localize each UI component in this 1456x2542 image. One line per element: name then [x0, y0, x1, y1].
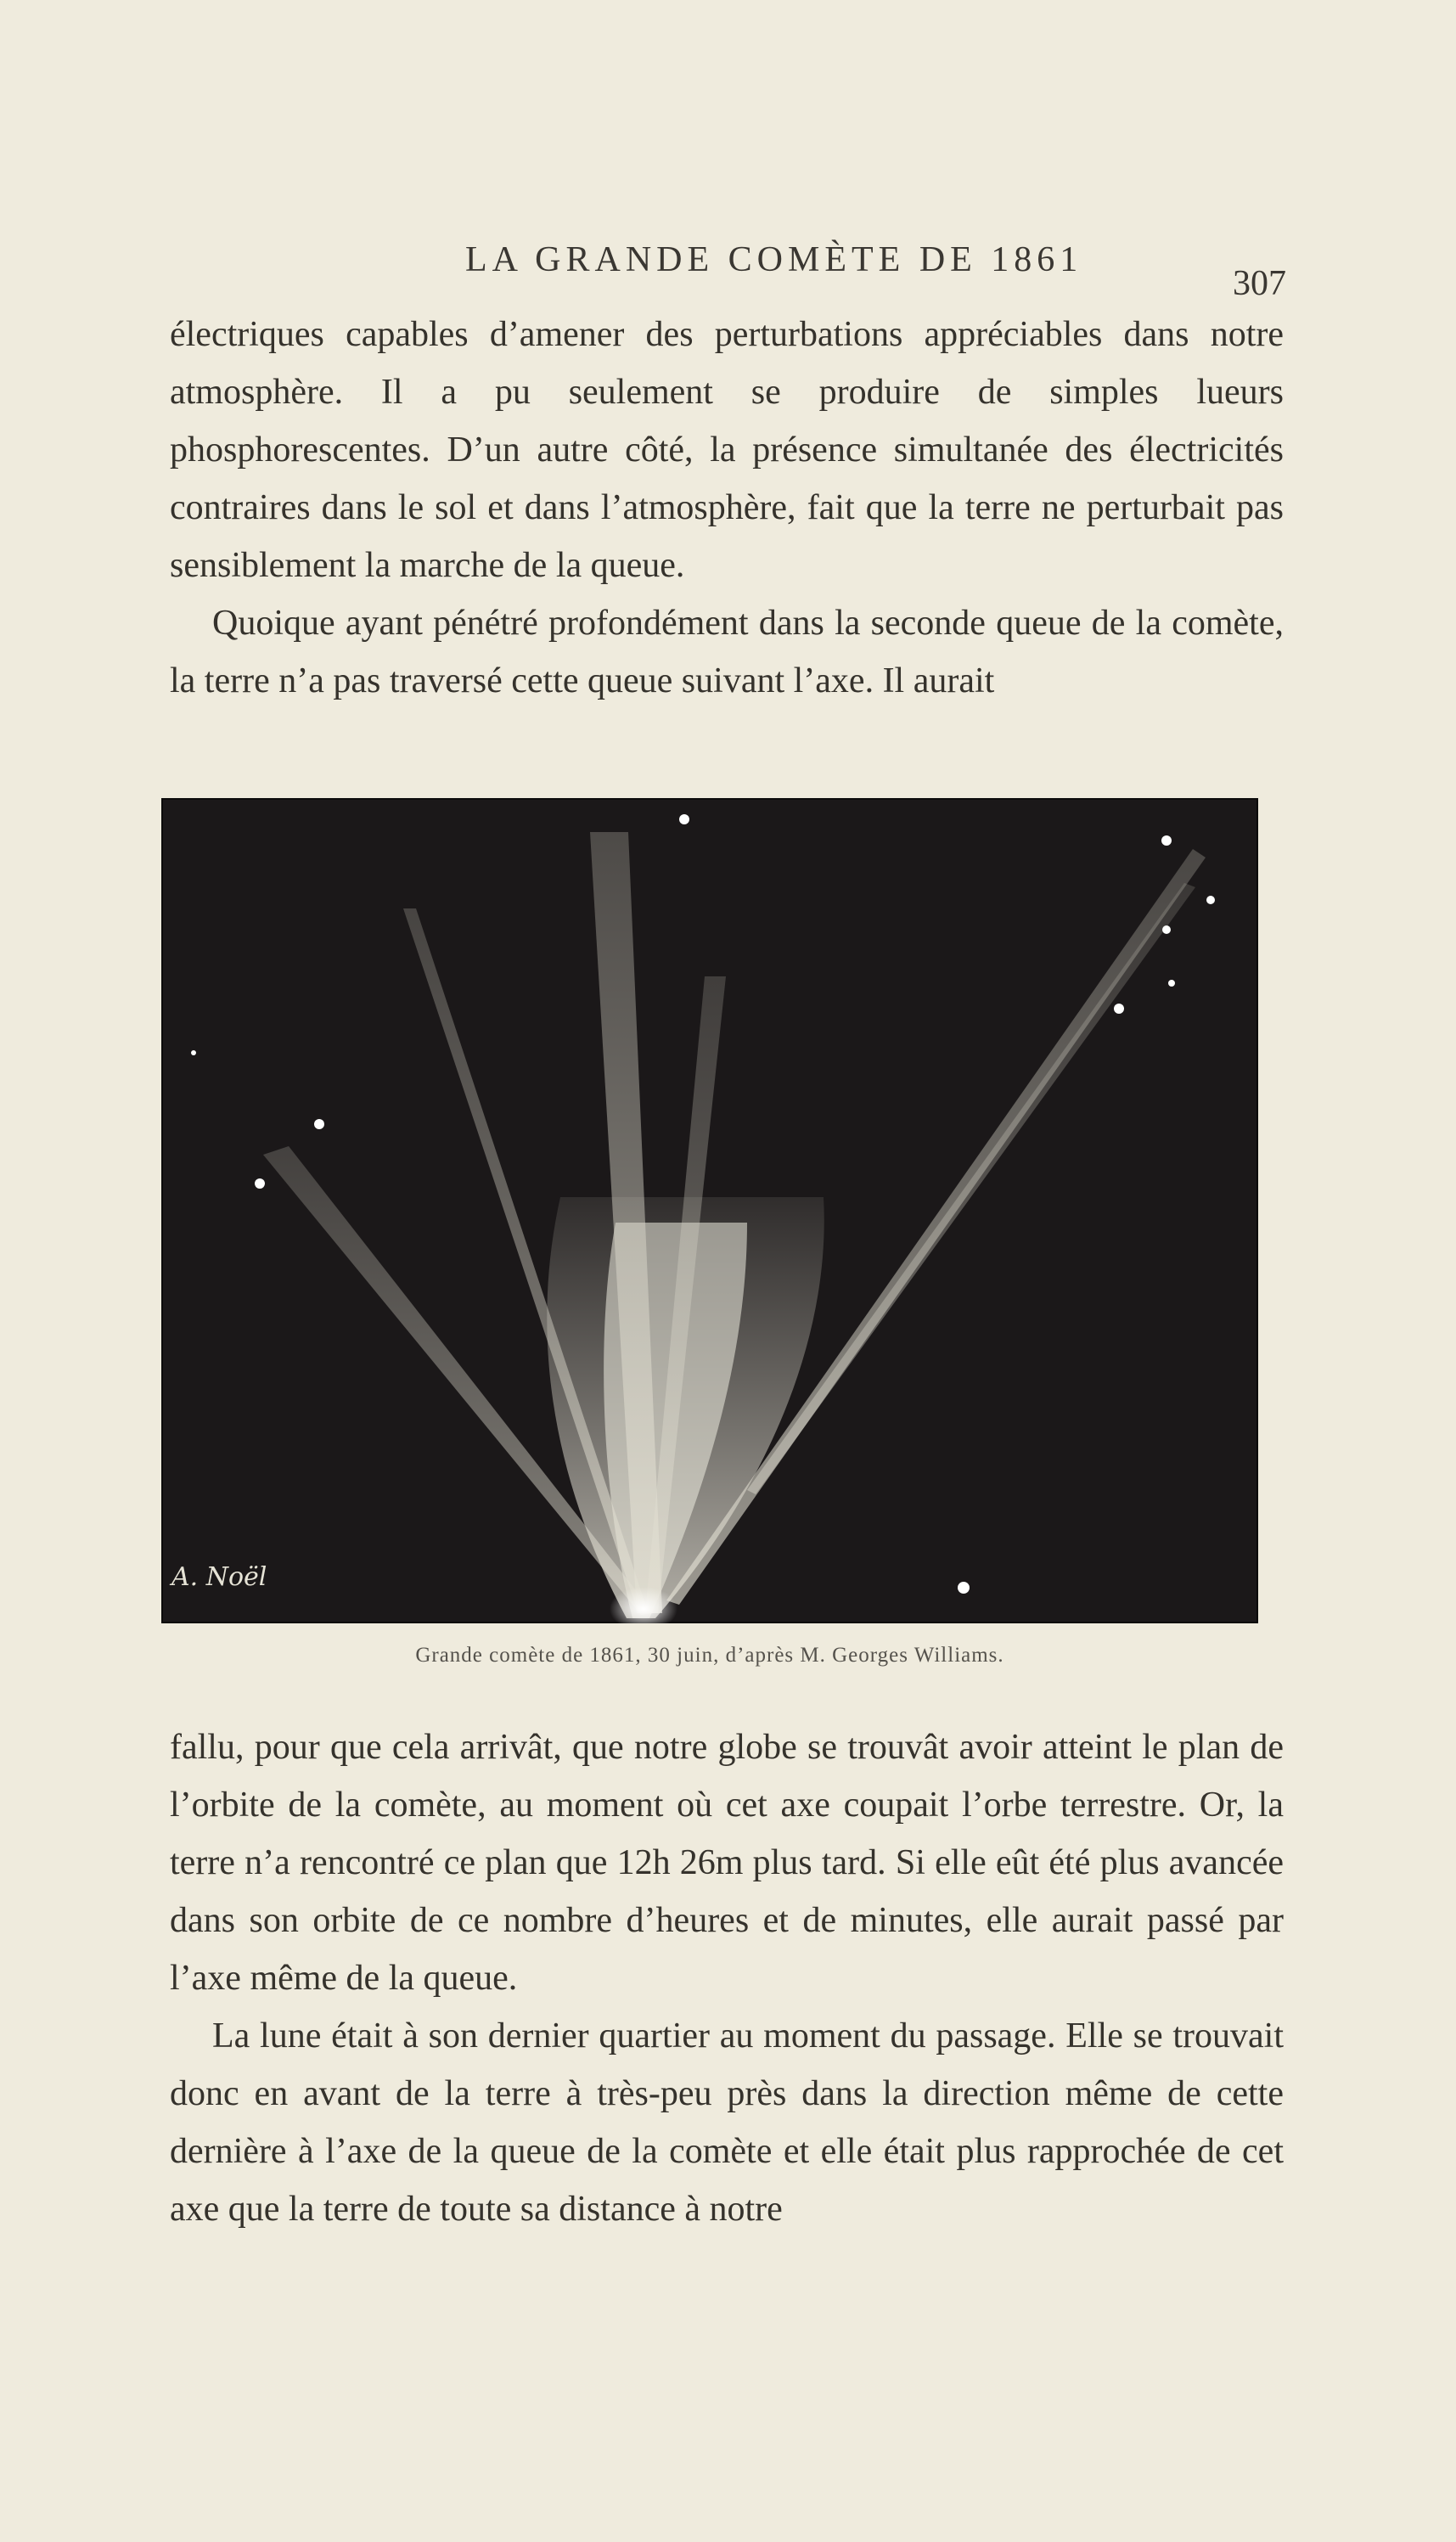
paragraph: La lune était à son dernier quartier au moment du passage. Elle se trouvait donc en avant de la terre à très-peu près dans la direction même de cette dernière à l’axe de la queue de la comète et elle était plus rapprochée de cet axe que la terre de toute sa distance à notre [170, 2016, 1284, 2229]
figure-caption: Grande comète de 1861, 30 juin, d’après M. Georges Williams. [415, 1644, 1004, 1667]
comet-engraving [161, 798, 1258, 1623]
page-header [174, 239, 1286, 303]
body-text-bottom [170, 1718, 1284, 2238]
paragraph: Quoique ayant pénétré profondément dans la seconde queue de la comète, la terre n’a pas traversé cette queue suivant l’axe. Il aurait [170, 604, 1284, 700]
page-number: 307 [1233, 264, 1286, 303]
paragraph: fallu, pour que cela arrivât, que notre globe se trouvât avoir atteint le plan de l’orbite de la comète, au moment où cet axe coupait l’orbe terrestre. Or, la terre n’a rencontré ce plan que 12h 26m plus tard. Si elle eût été plus avancée dans son orbite de ce nombre d’heures et de minutes, elle aurait passé par l’axe même de la queue. [170, 1728, 1284, 1998]
running-title: LA GRANDE COMÈTE DE 1861 [465, 240, 1083, 279]
paragraph: électriques capables d’amener des perturbations appréciables dans notre atmosphère. Il a pu seulement se produire de simples lueurs phosphorescentes. D’un autre côté, la présence simultanée des électricités contraires dans le sol et dans l’atmosphère, fait que la terre ne perturbait pas sensiblement la marche de la queue. [170, 315, 1284, 585]
artist-signature: A. Noël [171, 1562, 267, 1592]
body-text-top [170, 306, 1284, 710]
